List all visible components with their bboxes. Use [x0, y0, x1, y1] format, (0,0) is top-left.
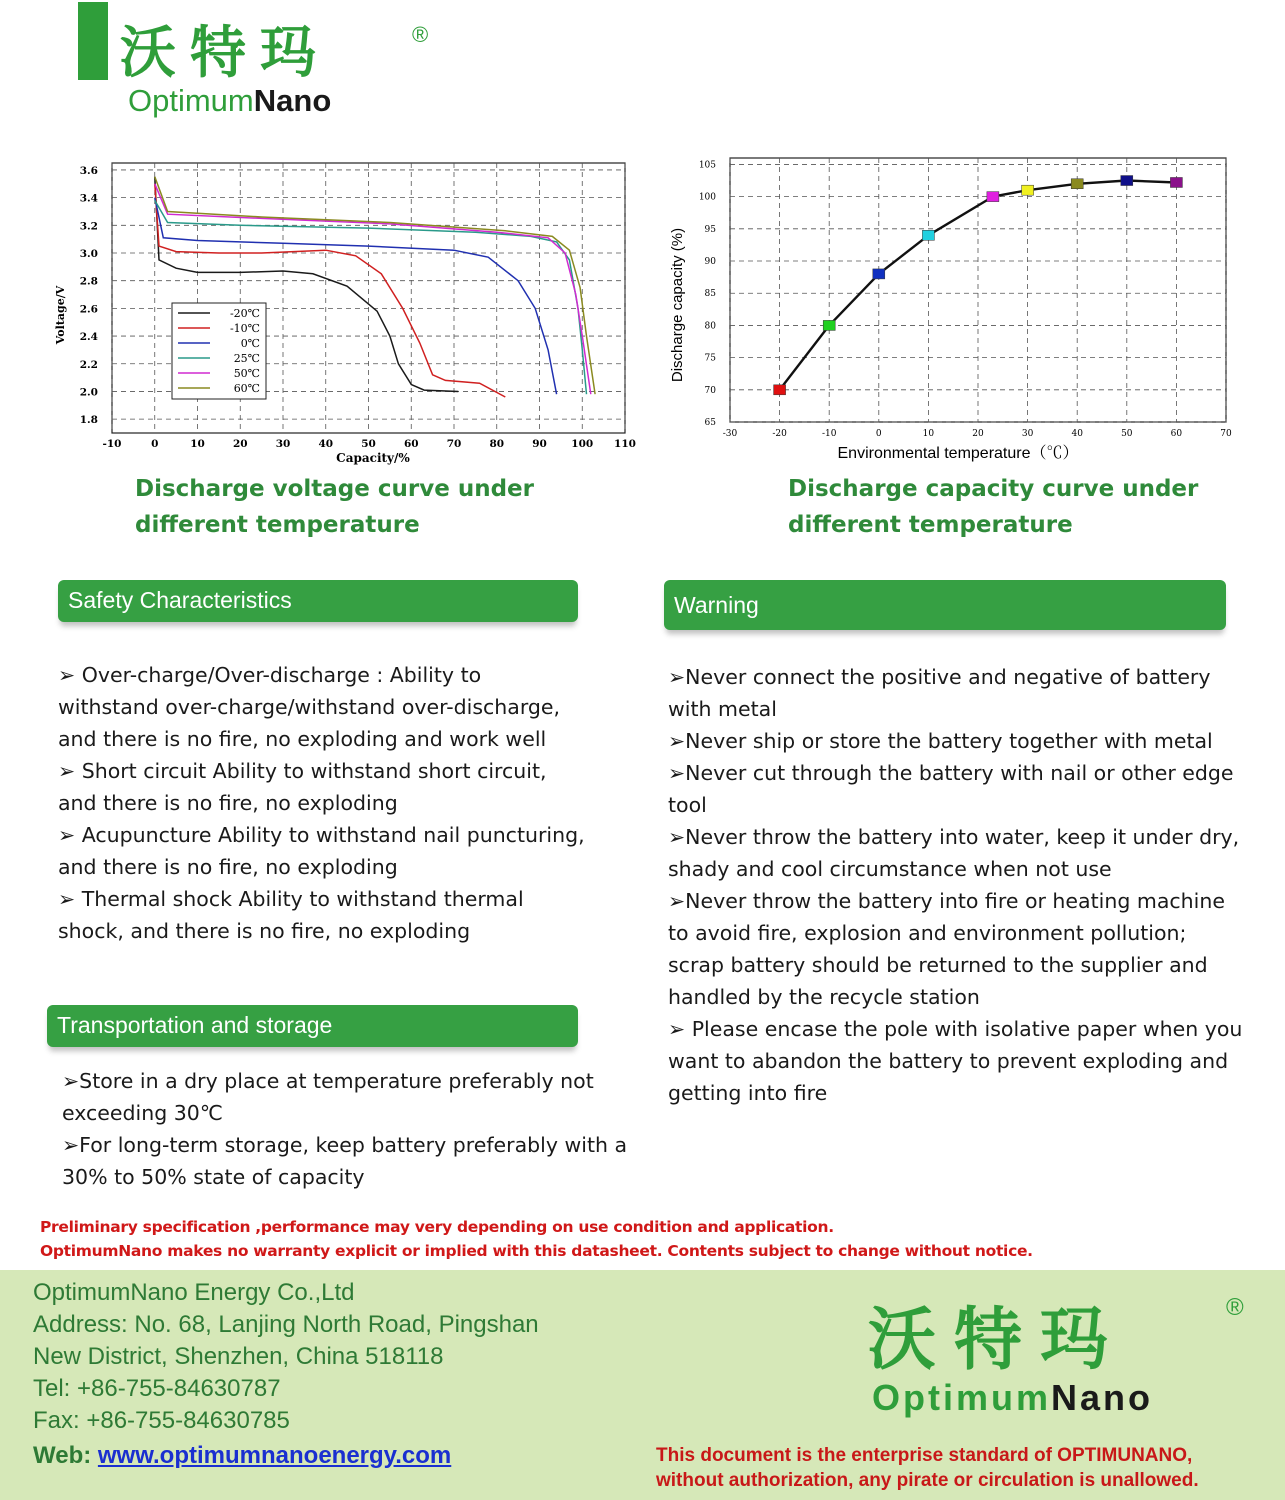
y-tick-label: 65: [704, 418, 716, 428]
disclaimer-line: OptimumNano makes no warranty explicit or implied with this datasheet. Contents subject to change without notice.: [40, 1242, 1033, 1260]
y-tick-label: 85: [704, 289, 716, 300]
disclaimer: [40, 1215, 1260, 1263]
x-tick-label: 10: [922, 429, 935, 439]
caption-line: different temperature: [135, 512, 420, 538]
web-line: [33, 1440, 653, 1472]
capacity-chart-caption: [788, 471, 1198, 543]
list-item: ➢ Short circuit Ability to withstand short circuit, and there is no fire, no exploding: [58, 759, 547, 815]
voltage-chart: [50, 155, 636, 470]
capacity-chart-xlabel: Environmental temperature（℃）: [837, 445, 1079, 462]
caption-line: different temperature: [788, 512, 1073, 538]
x-tick-label: 20: [232, 438, 248, 450]
x-tick-label: 80: [489, 438, 505, 450]
legend-label: 60℃: [233, 382, 260, 395]
x-tick-label: 0: [151, 438, 159, 450]
y-tick-label: 90: [704, 257, 716, 268]
y-tick-label: 3.2: [79, 220, 98, 233]
voltage-chart-caption: [135, 471, 534, 543]
data-marker: [1170, 177, 1182, 187]
y-tick-label: 2.8: [79, 275, 98, 288]
y-tick-label: 100: [698, 192, 716, 203]
y-tick-label: 70: [704, 385, 716, 396]
footer-logo-cn: 沃特玛: [868, 1300, 1127, 1380]
brand-logo-en-b: Nano: [253, 83, 332, 118]
x-tick-label: 90: [532, 438, 547, 450]
company-contact: [33, 1277, 653, 1472]
voltage-chart-ylabel: Voltage/V: [54, 285, 67, 345]
data-marker: [873, 269, 885, 279]
y-tick-label: 2.4: [79, 331, 98, 344]
brand-logo-cn: 沃特玛: [120, 20, 330, 86]
legend-label: 50℃: [233, 367, 260, 380]
x-tick-label: 0: [875, 429, 882, 439]
y-tick-label: 105: [698, 160, 716, 171]
x-tick-label: 40: [1071, 429, 1083, 439]
safety-section-header: Safety Characteristics: [58, 580, 578, 622]
logo-accent-bar: [78, 2, 108, 80]
y-tick-label: 3.6: [79, 164, 98, 177]
x-tick-label: 40: [318, 438, 334, 450]
website-link[interactable]: www.optimumnanoenergy.com: [97, 1442, 452, 1469]
legend-label: 0℃: [240, 337, 260, 350]
y-tick-label: 1.8: [79, 414, 98, 427]
address-line: Address: No. 68, Lanjing North Road, Pingshan: [33, 1311, 539, 1338]
tel-line: Tel: +86-755-84630787: [33, 1375, 281, 1402]
y-tick-label: 95: [704, 224, 716, 235]
y-tick-label: 2.0: [79, 386, 98, 399]
x-tick-label: 30: [1021, 429, 1034, 439]
x-tick-label: -20: [772, 429, 787, 439]
x-tick-label: -30: [722, 429, 738, 439]
legend-label: -20℃: [229, 307, 260, 320]
x-tick-label: 70: [1220, 429, 1232, 439]
x-tick-label: 70: [446, 438, 462, 450]
list-item: ➢Never throw the battery into fire or heating machine to avoid fire, explosion and environment pollution; scrap battery should be returned to the supplier and handled by the recycle station: [668, 889, 1225, 1009]
x-tick-label: 60: [403, 438, 419, 450]
y-tick-label: 75: [704, 353, 716, 364]
y-tick-label: 2.6: [79, 303, 98, 316]
list-item: ➢Never throw the battery into water, keep it under dry, shady and cool circumstance when not use: [668, 825, 1240, 881]
fax-line: Fax: +86-755-84630785: [33, 1407, 290, 1434]
list-item: ➢Never ship or store the battery together with metal: [668, 729, 1213, 753]
list-item: ➢Store in a dry place at temperature preferably not exceeding 30℃: [62, 1069, 594, 1125]
footer-logo-en: [872, 1378, 1153, 1418]
caption-line: Discharge voltage curve under: [135, 476, 534, 502]
x-tick-label: 20: [972, 429, 984, 439]
data-marker: [774, 385, 786, 395]
footer-logo-en-b: Nano: [1051, 1377, 1153, 1418]
list-item: ➢ Over-charge/Over-discharge : Ability to withstand over-charge/withstand over-discharge, and there is no fire, no exploding and work well: [58, 663, 561, 751]
y-tick-label: 3.4: [79, 192, 98, 205]
warning-list: [668, 661, 1248, 1109]
list-item: ➢ Thermal shock Ability to withstand thermal shock, and there is no fire, no exploding: [58, 887, 524, 943]
x-tick-label: 10: [190, 438, 205, 450]
warning-section-header: Warning: [664, 580, 1226, 630]
brand-logo-en-a: Optimum: [128, 83, 254, 118]
company-name: OptimumNano Energy Co.,Ltd: [33, 1279, 355, 1306]
y-tick-label: 80: [704, 321, 716, 332]
x-tick-label: 30: [275, 438, 291, 450]
x-tick-label: 110: [614, 438, 636, 450]
data-marker: [922, 230, 934, 240]
footer-registered-mark: ®: [1226, 1294, 1244, 1321]
capacity-chart: [658, 150, 1238, 468]
capacity-chart-ylabel: Discharge capacity (%): [669, 227, 686, 383]
registered-mark: ®: [412, 22, 429, 47]
transport-list: [62, 1065, 662, 1193]
notice-line: without authorization, any pirate or circulation is unallowed.: [656, 1470, 1199, 1491]
list-item: ➢ Please encase the pole with isolative paper when you want to abandon the battery to prevent exploding and getting into fire: [668, 1017, 1243, 1105]
x-tick-label: -10: [102, 438, 122, 450]
y-tick-label: 2.2: [79, 358, 98, 371]
voltage-chart-xlabel: Capacity/%: [336, 451, 410, 465]
data-marker: [987, 192, 999, 202]
safety-list: [58, 659, 588, 947]
caption-line: Discharge capacity curve under: [788, 476, 1199, 502]
web-label: Web:: [33, 1442, 98, 1469]
data-marker: [1071, 179, 1083, 189]
legend-label: 25℃: [233, 352, 260, 365]
disclaimer-line: Preliminary specification ,performance may very depending on use condition and application.: [40, 1218, 834, 1236]
x-tick-label: 50: [361, 438, 376, 450]
data-marker: [1022, 185, 1034, 195]
data-marker: [823, 320, 835, 330]
legend-label: -10℃: [229, 322, 260, 335]
x-tick-label: 60: [1170, 429, 1183, 439]
list-item: ➢Never connect the positive and negative of battery with metal: [668, 665, 1211, 721]
y-tick-label: 3.0: [79, 248, 98, 260]
list-item: ➢Never cut through the battery with nail or other edge tool: [668, 761, 1234, 817]
x-tick-label: -10: [821, 429, 837, 439]
list-item: ➢ Acupuncture Ability to withstand nail puncturing, and there is no fire, no exploding: [58, 823, 585, 879]
notice-line: This document is the enterprise standard of OPTIMUNANO,: [656, 1445, 1193, 1466]
x-tick-label: 50: [1121, 429, 1133, 439]
data-marker: [1121, 176, 1133, 186]
x-tick-label: 100: [571, 438, 594, 450]
list-item: ➢For long-term storage, keep battery preferably with a 30% to 50% state of capacity: [62, 1133, 628, 1189]
address-line: New District, Shenzhen, China 518118: [33, 1343, 444, 1370]
copyright-notice: [656, 1443, 1276, 1493]
transport-section-header: Transportation and storage: [47, 1005, 578, 1047]
brand-logo-en: [128, 84, 331, 118]
footer-logo-en-a: Optimum: [872, 1377, 1051, 1418]
